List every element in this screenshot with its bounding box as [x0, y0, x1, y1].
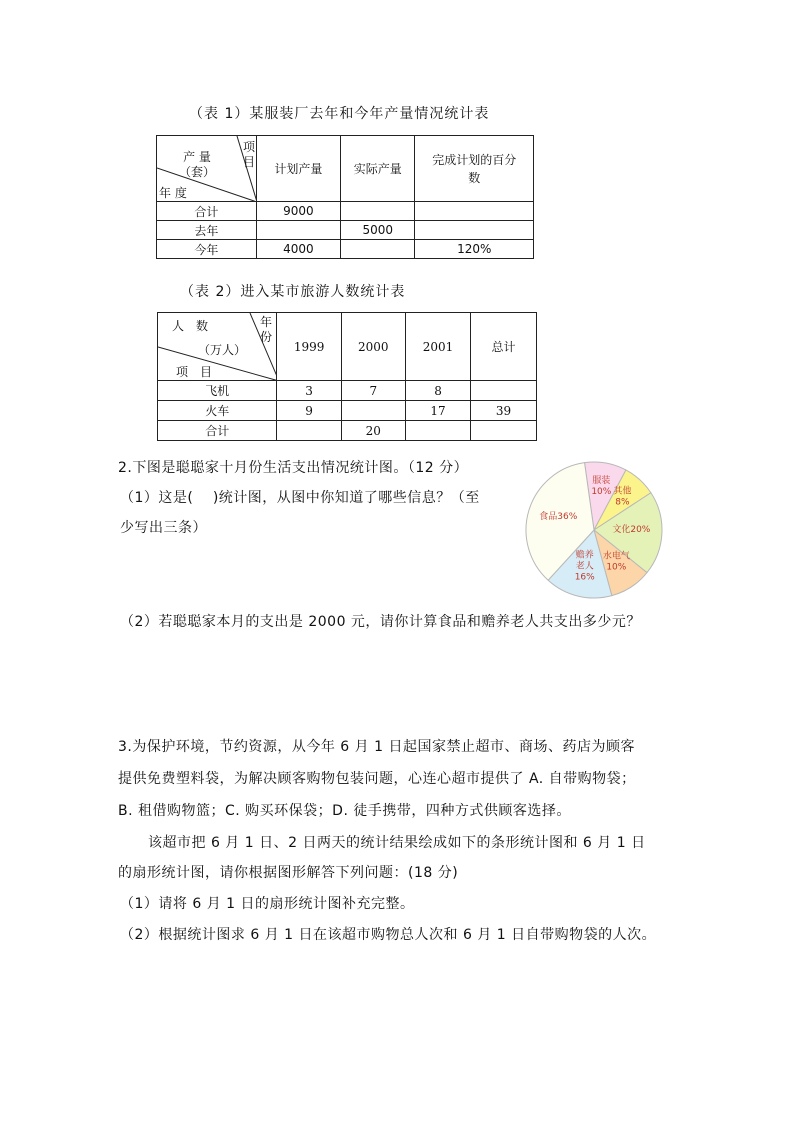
table1-header-cell: 计划产量 — [256, 136, 340, 202]
expense-pie-chart — [520, 457, 670, 602]
table2-cell — [277, 421, 341, 441]
pie-slice-label: 水电气 10% — [602, 551, 630, 573]
table1-cell — [415, 202, 534, 221]
table2-cell: 17 — [405, 401, 470, 421]
pie-slice-label: 赡养老人 16% — [574, 550, 595, 583]
table-row — [157, 202, 534, 221]
table1-cell — [415, 221, 534, 240]
table1 — [156, 135, 534, 259]
q3-line-2: 提供免费塑料袋，为解决顾客购物包装问题，心连心超市提供了 A. 自带购物袋； — [118, 771, 636, 787]
q3-line-7: （2）根据统计图求 6 月 1 日在该超市购物总人次和 6 月 1 日自带购物袋的人次。 — [120, 927, 657, 943]
table1-cell: 4000 — [256, 240, 340, 259]
table1-corner-top-right: 项 目 — [243, 140, 256, 169]
table2-header-cell: 2001 — [405, 313, 470, 381]
table2-corner-top-right: 年 份 — [260, 315, 273, 344]
q3-line-5: 的扇形统计图，请你根据图形解答下列问题：(18 分) — [118, 865, 459, 881]
pie-slice-label: 其他 8% — [613, 486, 632, 508]
q3-line-6: （1）请将 6 月 1 日的扇形统计图补充完整。 — [120, 896, 415, 912]
table2-row-label: 飞机 — [158, 381, 277, 401]
table1-row-label: 去年 — [157, 221, 257, 240]
table-row — [158, 421, 537, 441]
pie-slice-label: 服装 10% — [591, 475, 612, 497]
table1-cell — [256, 221, 340, 240]
table1-header-cell: 完成计划的百分 数 — [415, 136, 534, 202]
table1-cell — [341, 202, 415, 221]
table2-row-label: 火车 — [158, 401, 277, 421]
table2-corner-cell — [158, 313, 277, 381]
table1-cell: 5000 — [341, 221, 415, 240]
table-row — [158, 381, 537, 401]
table2-header-cell: 1999 — [277, 313, 341, 381]
table2-cell — [405, 421, 470, 441]
table1-row-label: 今年 — [157, 240, 257, 259]
table-row — [157, 240, 534, 259]
pie-slice-label: 食品36% — [539, 511, 578, 522]
q2-line-3: 少写出三条） — [120, 520, 207, 536]
table-row — [157, 221, 534, 240]
table2-header-cell: 总计 — [471, 313, 537, 381]
table2-corner-bottom-left: 项 目 — [176, 365, 213, 379]
q3-line-3: B. 租借购物篮；C. 购买环保袋；D. 徒手携带，四种方式供顾客选择。 — [118, 803, 571, 819]
table2-row-label: 合计 — [158, 421, 277, 441]
table2-cell — [471, 381, 537, 401]
table2-corner-top-left: 人 数 — [172, 319, 209, 333]
table1-corner-middle: 产 量 （套） — [179, 150, 216, 179]
table2-cell — [471, 421, 537, 441]
table1-cell: 9000 — [256, 202, 340, 221]
table1-cell: 120% — [415, 240, 534, 259]
table1-caption: （表 1）某服装厂去年和今年产量情况统计表 — [189, 106, 490, 122]
table2-header-cell: 2000 — [341, 313, 405, 381]
table2-cell: 20 — [341, 421, 405, 441]
table1-header-cell: 实际产量 — [341, 136, 415, 202]
table2-header-row — [158, 313, 537, 381]
table1-row-label: 合计 — [157, 202, 257, 221]
q3-line-1: 3.为保护环境，节约资源，从今年 6 月 1 日起国家禁止超市、商场、药店为顾客 — [118, 739, 635, 755]
table1-cell — [341, 240, 415, 259]
q2-line-1: 2.下图是聪聪家十月份生活支出情况统计图。（12 分） — [118, 460, 469, 476]
q2-line-4: （2）若聪聪家本月的支出是 2000 元，请你计算食品和赡养老人共支出多少元？ — [120, 614, 641, 630]
table1-corner-cell — [157, 136, 257, 202]
table2-cell — [341, 401, 405, 421]
q2-line-2: （1）这是( )统计图，从图中你知道了哪些信息？（至 — [120, 490, 480, 506]
table2-cell: 39 — [471, 401, 537, 421]
table2-caption: （表 2）进入某市旅游人数统计表 — [180, 284, 406, 300]
table-row — [158, 401, 537, 421]
table1-header-row — [157, 136, 534, 202]
table2-cell: 3 — [277, 381, 341, 401]
table2-cell: 8 — [405, 381, 470, 401]
table2-cell: 7 — [341, 381, 405, 401]
table1-corner-bottom-left: 年 度 — [159, 186, 187, 200]
table2-cell: 9 — [277, 401, 341, 421]
table2-corner-middle: （万人） — [198, 343, 247, 357]
pie-slice-label: 文化20% — [612, 524, 651, 535]
q3-line-4: 该超市把 6 月 1 日、2 日两天的统计结果绘成如下的条形统计图和 6 月 1 日 — [148, 835, 646, 851]
table2 — [157, 312, 537, 441]
